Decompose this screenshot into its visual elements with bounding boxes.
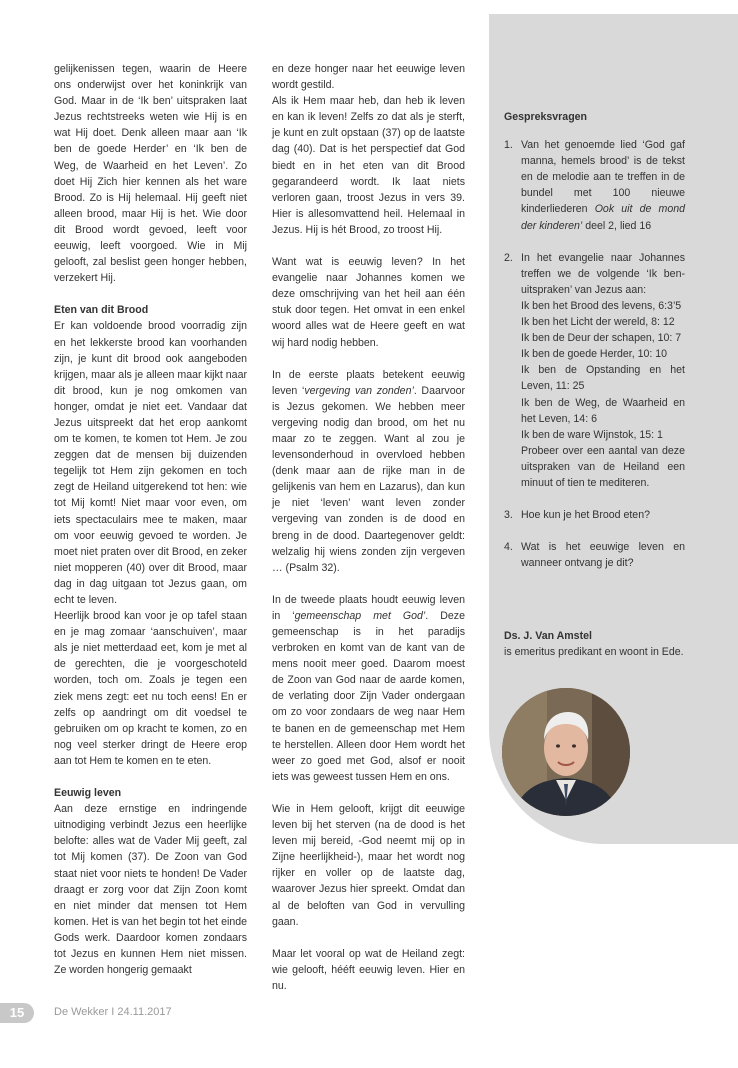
question-item: 4. Wat is het eeuwige leven en wanneer ontvang je dit? [504,541,685,570]
article-column-2 [272,61,465,1010]
question-list [504,137,685,571]
paragraph: en deze honger naar het eeuwige leven wordt gestild. [272,63,465,92]
i-am-statement: Ik ben het Licht der wereld, 8: 12 [521,316,675,329]
paragraph: Als ik Hem maar heb, dan heb ik leven en kan ik leven! Zelfs zo dat als je sterft, je kunt en zult opstaan (37) op de laatste dag (40). Dat is het perspectief dat God biedt en in het eten van dit Brood gegarandeerd wordt. Ik laat niets verloren gaan, troost Jezus in vers 39. Hier is allesomvattend heil. Helemaal in Jezus. Hij is hét Brood, zo troost Hij. [272,95,465,236]
paragraph: Want wat is eeuwig leven? In het evangelie naar Johannes komen we deze omschrijving van het heil aan één stuk door tegen. Het omvat in een enkel woord alles wat de Heere geeft en wat wij hard nodig hebben. [272,256,465,349]
paragraph: Maar let vooral op wat de Heiland zegt: wie gelooft, hééft eeuwig leven. Hier en nu. [272,947,465,992]
author-portrait-image [502,688,630,816]
question-item: 1. Van het genoemde lied ‘God gaf manna, hemels brood’ is de tekst en de melodie aan te treffen in de bundel met 100 nieuwe kinderliederen Ook uit de mond der kinderen’ deel 2, lied 16 [504,139,685,232]
author-info [504,628,704,660]
i-am-statement: Ik ben de Opstanding en het Leven, 11: 25 [521,364,685,393]
paragraph: Wie in Hem gelooft, krijgt dit eeuwige leven bij het sterven (na de dood is het leven mij bereid, -God neemt mij op in Zijne heerlijkheid-), maar het wordt nog rijker en voller op de laatste dag, waarover Jezus hier spreekt. Omdat dan al de beloften van God in vervulling gaan. [272,802,465,928]
page-number: 15 [0,1003,34,1023]
paragraph: In de eerste plaats betekent eeuwig leven ‘vergeving van zonden’. Daarvoor is Jezus gekomen. We hebben meer vergeving nodig dan brood, om het nu maar zo te zeggen. Want al zou je levensonderhoud in overvloed hebben (denk maar aan de rijke man in de gelijkenis van hem en Lazarus), dan kun je niet ‘leven’ want leven zonder vergeving van zonden is de dood en breng in de dood. Daartegenover geldt: welzalig hij wiens zonden zijn vergeven … (Psalm 32). [272,368,466,574]
i-am-statement: Ik ben de ware Wijnstok, 15: 1 [521,428,663,441]
paragraph: gelijkenissen tegen, waarin de Heere ons onderwijst over het koninkrijk van God. Maar in de ‘Ik ben’ uitspraken laat Jezus rechtstreeks weten wie Hij is en wat Hij doet. Denk alleen maar aan ‘Ik ben de goede Herder’ en ‘Ik ben de Weg, de Waarheid en het Leven’. Zo doet Hij Zich hier kennen als het ware Brood. Zo is Hij helemaal. Hij geeft niet alleen brood, maar Hij is het. Wie door dit Brood wordt gevoed, leeft voor eeuwig, leeft voorgoed. Wie in Mij gelooft, zal beslist geen honger hebben, verzekert Hij. [54,63,247,285]
page-footer [0,1003,300,1023]
i-am-statement: Ik ben de goede Herder, 10: 10 [521,348,668,361]
i-am-statement: Ik ben het Brood des levens, 6:3’5 [521,299,682,312]
paragraph: Heerlijk brood kan voor je op tafel staan en je mag zomaar ‘aanschuiven’, maar als je niet metterdaad eet, kom je met al de gerechten, die je voorgeschoteld worden, toch om. Zoals je tegen een ziek mens zegt: eet nu toch eens! En er zelfs op aandringt om dit voedsel te gebruiken om op kracht te komen, zo en nog veel sterker dringt de Heere erop aan tot Hem te komen en te eten. [54,610,247,767]
section-heading: Eeuwig leven [54,787,122,800]
i-am-statement: Ik ben de Deur der schapen, 10: 7 [521,332,682,345]
paragraph: Er kan voldoende brood voorradig zijn en het lekkerste brood kan voorhanden zijn, je kunt dit brood ook aangeboden krijgen, maar als je alleen maar kijkt naar dit brood, kun je nog omkomen van honger, omdat je niet eet. Vandaar dat Jezus uitspreekt dat het erop aankomt om te komen, te komen tot Hem. Je zou zeggen dat de mensen bij duizenden tegelijk tot Hem zijn gekomen en toch zegt de Heiland uitgerekend tot hen: wie tot Mij komt! Niet maar voor even, om iets spectaculairs mee te maken, maar om voor eeuwig gevoed te worden. Je moet niet praten over dit Brood, en zeker niet mopperen (40) over dit Brood, maar dag in dag uitgaan tot Jezus gaan, om echt te leven. [54,320,247,606]
section-heading: Eten van dit Brood [54,304,149,317]
paragraph: In de tweede plaats houdt eeuwig leven in ‘gemeenschap met God’. Deze gemeenschap is in het paradijs verbroken en komt van de kant van de mens nooit meer goed. Daarom moest de Zoon van God naar de aarde komen, de verlating door Zijn Vader ondergaan om zo voor zondaars de weg naar Hem te banen en de gemeenschap met Hem te herstellen. Alleen door Hem wordt het weer zo goed met God, alsof er nooit iets was geweest tussen Hem en ons. [272,593,466,783]
paragraph: Aan deze ernstige en indringende uitnodiging verbindt Jezus een heerlijke belofte: alles wat de Vader Mij geeft, zal tot Mij komen (37). De Zoon van God staat niet voor niets te honden! De Vader draagt er zorg voor dat Zijn Zoon komt en niet minder dat mensen tot Hem komen. Het is van het begin tot het einde Gods werk. Daardoor komen zondaars tot Jezus en kunnen Hem niet missen. Ze worden hongerig gemaakt [54,803,247,977]
author-bio: is emeritus predikant en woont in Ede. [504,646,684,659]
question-item: 2. In het evangelie naar Johannes treffen we de volgende ‘Ik ben-uitspraken’ van Jezus aan: Ik ben het Brood des levens, 6:3’5 Ik ben het Licht der wereld, 8: 12 Ik ben de Deur der schapen, 10: 7 Ik ben de goede Herder, 10: 10 Ik ben de Opstanding en het Leven, 11: 25 Ik ben de Weg, de Waarheid en het Leven, 14: 6 Ik ben de ware Wijnstok, 15: 1 Probeer over een aantal van deze uitspraken van de Heiland een minuut of tien te mediteren. [504,251,685,489]
question-item: 3. Hoe kun je het Brood eten? [504,509,650,522]
author-photo [502,688,630,816]
i-am-statement: Ik ben de Weg, de Waarheid en het Leven, 14: 6 [521,396,685,425]
article-column-1 [54,61,247,994]
author-name: Ds. J. Van Amstel [504,630,592,642]
footer-publication: De Wekker I 24.11.2017 [54,1006,172,1018]
sidebar-title: Gespreksvragen [504,111,588,123]
discussion-questions [504,109,685,587]
